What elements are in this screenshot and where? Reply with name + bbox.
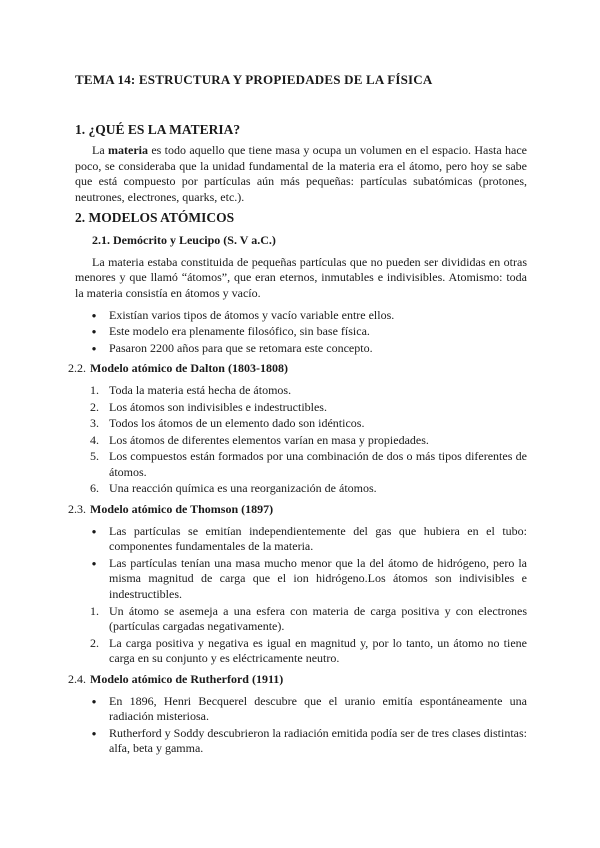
heading-text: Modelo atómico de Rutherford (1911) xyxy=(90,672,284,686)
subsection-2-4-heading xyxy=(68,672,527,688)
list-item-text: Todos los átomos de un elemento dado son idénticos. xyxy=(109,416,365,431)
list-item xyxy=(75,694,527,725)
subsection-2-1-bullets xyxy=(75,308,527,357)
list-item xyxy=(75,341,527,357)
list-item-text: Los átomos son indivisibles e indestructibles. xyxy=(109,399,327,414)
list-item-text: En 1896, Henri Becquerel descubre que el uranio emitía espontáneamente una radiación misteriosa. xyxy=(109,693,527,724)
subsection-2-2-list xyxy=(75,383,527,497)
section-2-heading: 2. MODELOS ATÓMICOS xyxy=(75,209,235,225)
list-item xyxy=(75,481,527,497)
list-item xyxy=(75,604,527,635)
bullet-icon xyxy=(87,324,101,341)
list-item-text: La carga positiva y negativa es igual en magnitud y, por lo tanto, un átomo no tiene carga en su conjunto y es eléctricamente neutro. xyxy=(109,635,527,666)
subsection-2-3-bullets xyxy=(75,524,527,603)
heading-text: Modelo atómico de Thomson (1897) xyxy=(90,502,274,517)
bullet-icon xyxy=(87,694,101,711)
list-number: 1. xyxy=(90,382,99,397)
list-item-text: Existían varios tipos de átomos y vacío variable entre ellos. xyxy=(109,307,395,322)
bullet-icon xyxy=(87,556,101,573)
list-number: 2. xyxy=(90,635,99,650)
bullet-icon xyxy=(87,308,101,325)
list-number: 1. xyxy=(90,603,99,618)
list-number: 4. xyxy=(90,432,99,447)
list-number: 2. xyxy=(90,399,99,414)
list-item-text: Los compuestos están formados por una combinación de dos o más tipos diferentes de átomos. xyxy=(109,449,527,479)
list-item-text: Una reacción química es una reorganización de átomos. xyxy=(109,481,377,496)
heading-number: 2.4. xyxy=(68,672,86,686)
list-item xyxy=(75,449,527,480)
subsection-2-4-bullets xyxy=(75,694,527,757)
subsection-2-3-heading xyxy=(68,502,527,518)
para-bold-term: materia xyxy=(108,143,148,158)
list-item xyxy=(75,726,527,757)
list-number: 5. xyxy=(90,449,99,464)
list-item-text: Las partículas se emitían independientemente del gas que hubiera en el tubo: componentes fundamentales de la materia. xyxy=(109,523,527,554)
list-item-text: Rutherford y Soddy descubrieron la radiación emitida podía ser de tres clases distintas: alfa, beta y gamma. xyxy=(109,725,527,756)
list-item xyxy=(75,416,527,432)
heading-text: Modelo atómico de Dalton (1803-1808) xyxy=(90,361,288,376)
document-body xyxy=(68,72,527,762)
list-item xyxy=(75,308,527,324)
list-item xyxy=(75,383,527,399)
list-number: 3. xyxy=(90,416,99,431)
list-item-text: Pasaron 2200 años para que se retomara este concepto. xyxy=(109,340,373,355)
subsection-2-3-list xyxy=(75,604,527,667)
bullet-icon xyxy=(87,524,101,541)
list-item xyxy=(75,524,527,555)
list-item-text: Los átomos de diferentes elementos varían en masa y propiedades. xyxy=(109,432,429,447)
section-1-paragraph xyxy=(75,143,527,205)
list-item xyxy=(75,433,527,449)
subsection-2-1-heading: 2.1. Demócrito y Leucipo (S. V a.C.) xyxy=(92,233,276,248)
para-text: es todo aquello que tiene masa y ocupa un volumen en el espacio. Hasta hace poco, se consideraba que la unidad fundamental de la materia era el átomo, pero hoy se sabe que está compuesto por partículas aún más pequeñas: partículas subatómicas (protones, neutrones, electrones, quarks, etc.). xyxy=(75,143,527,204)
list-item-text: Las partículas tenían una masa mucho menor que la del átomo de hidrógeno, pero la misma magnitud de carga que el ion hidrógeno.Los átomos son indivisibles e indestructibles. xyxy=(109,555,527,602)
bullet-icon xyxy=(87,341,101,358)
list-item xyxy=(75,324,527,340)
list-item xyxy=(75,400,527,416)
list-number: 6. xyxy=(90,481,99,496)
subsection-2-1-paragraph: La materia estaba constituida de pequeñas partículas que no pueden ser divididas en otras menores y que llamó “átomos”, que eran eternos, inmutables e indivisibles. Atomismo: toda la materia consistía en átomos y vacío. xyxy=(75,254,527,300)
section-1-heading: 1. ¿QUÉ ES LA MATERIA? xyxy=(75,121,241,137)
list-item xyxy=(75,556,527,603)
para-text: La xyxy=(92,143,108,158)
heading-number: 2.3. xyxy=(68,502,86,517)
document-title: TEMA 14: ESTRUCTURA Y PROPIEDADES DE LA FÍSICA xyxy=(75,72,433,87)
bullet-icon xyxy=(87,726,101,743)
subsection-2-2-heading xyxy=(68,361,527,377)
heading-number: 2.2. xyxy=(68,361,86,376)
list-item-text: Un átomo se asemeja a una esfera con materia de carga positiva y con electrones (partículas cargadas negativamente). xyxy=(109,603,527,634)
list-item xyxy=(75,636,527,667)
list-item-text: Toda la materia está hecha de átomos. xyxy=(109,382,292,397)
list-item-text: Este modelo era plenamente filosófico, sin base física. xyxy=(109,324,370,339)
